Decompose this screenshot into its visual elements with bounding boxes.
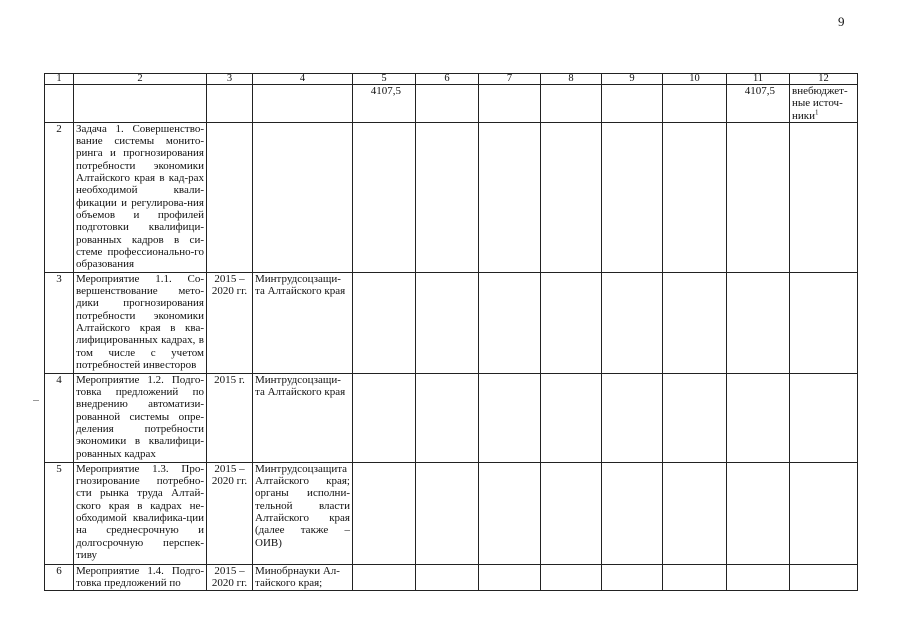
footnote-mark: 1 bbox=[815, 107, 819, 116]
empty-cell bbox=[790, 462, 858, 564]
task-cell: Мероприятие 1.4. Подго-товка предложений по bbox=[74, 564, 207, 590]
table-row bbox=[45, 272, 858, 373]
empty-cell bbox=[727, 373, 790, 462]
period-cell bbox=[207, 85, 253, 123]
empty-cell bbox=[541, 272, 602, 373]
header-cell: 10 bbox=[663, 74, 727, 85]
table-row bbox=[45, 85, 858, 123]
header-cell: 4 bbox=[253, 74, 353, 85]
row-number: 5 bbox=[45, 462, 74, 564]
executor-cell: Минтрудсоцзащита Алтайского края; органы исполни-тельной власти Алтайского края (далее также – ОИВ) bbox=[253, 462, 353, 564]
empty-cell bbox=[727, 272, 790, 373]
empty-cell bbox=[353, 564, 416, 590]
empty-cell bbox=[416, 373, 479, 462]
table-row bbox=[45, 373, 858, 462]
executor-cell: Минтрудсоцзащи-та Алтайского края bbox=[253, 272, 353, 373]
amount-cell: 4107,5 bbox=[727, 85, 790, 123]
page-number: 9 bbox=[838, 14, 845, 29]
empty-cell bbox=[790, 122, 858, 272]
empty-cell bbox=[479, 272, 541, 373]
header-cell: 1 bbox=[45, 74, 74, 85]
period-cell: 2015 – 2020 гг. bbox=[207, 462, 253, 564]
empty-cell bbox=[416, 122, 479, 272]
empty-cell bbox=[602, 462, 663, 564]
empty-cell bbox=[602, 85, 663, 123]
task-cell: Мероприятие 1.2. Подго-товка предложений по внедрению автоматизи-рованной системы опре-деления потребности экономики в квалифици-рованных кадрах bbox=[74, 373, 207, 462]
empty-cell bbox=[602, 373, 663, 462]
header-cell: 3 bbox=[207, 74, 253, 85]
empty-cell bbox=[790, 373, 858, 462]
row-number: 4 bbox=[45, 373, 74, 462]
task-cell bbox=[74, 85, 207, 123]
header-cell: 12 bbox=[790, 74, 858, 85]
table-row bbox=[45, 462, 858, 564]
empty-cell bbox=[416, 85, 479, 123]
header-cell: 11 bbox=[727, 74, 790, 85]
period-cell: 2015 – 2020 гг. bbox=[207, 564, 253, 590]
empty-cell bbox=[790, 564, 858, 590]
executor-cell bbox=[253, 85, 353, 123]
empty-cell bbox=[727, 462, 790, 564]
header-cell: 2 bbox=[74, 74, 207, 85]
source-text: внебюджет-ные источ-ники bbox=[792, 85, 848, 122]
empty-cell bbox=[541, 122, 602, 272]
amount-cell: 4107,5 bbox=[353, 85, 416, 123]
header-cell: 6 bbox=[416, 74, 479, 85]
empty-cell bbox=[353, 373, 416, 462]
empty-cell bbox=[479, 85, 541, 123]
table-row bbox=[45, 564, 858, 590]
empty-cell bbox=[541, 85, 602, 123]
empty-cell bbox=[602, 564, 663, 590]
source-cell bbox=[790, 85, 858, 123]
row-number bbox=[45, 85, 74, 123]
empty-cell bbox=[602, 122, 663, 272]
empty-cell bbox=[663, 122, 727, 272]
row-number: 2 bbox=[45, 122, 74, 272]
empty-cell bbox=[416, 564, 479, 590]
executor-cell: Минтрудсоцзащи-та Алтайского края bbox=[253, 373, 353, 462]
empty-cell bbox=[541, 462, 602, 564]
table-row bbox=[45, 122, 858, 272]
empty-cell bbox=[727, 122, 790, 272]
header-cell: 8 bbox=[541, 74, 602, 85]
empty-cell bbox=[353, 122, 416, 272]
period-cell bbox=[207, 122, 253, 272]
column-number-row bbox=[45, 74, 858, 85]
empty-cell bbox=[353, 462, 416, 564]
period-cell: 2015 – 2020 гг. bbox=[207, 272, 253, 373]
empty-cell bbox=[353, 272, 416, 373]
empty-cell bbox=[663, 373, 727, 462]
task-cell: Задача 1. Совершенство-вание системы монито-ринга и прогнозирования потребности экономики Алтайского края в кад-рах необходимой квали-фикации и регулирова-ния объемов и профилей подготовки квалифици-рованных кадров в си-стеме профессионально-го образования bbox=[74, 122, 207, 272]
empty-cell bbox=[541, 564, 602, 590]
empty-cell bbox=[479, 462, 541, 564]
task-cell: Мероприятие 1.3. Про-гнозирование потребно-сти рынка труда Алтай-ского края в кадрах не-обходимой квалифика-ции на среднесрочную и долгосрочную перспек-тиву bbox=[74, 462, 207, 564]
empty-cell bbox=[416, 462, 479, 564]
empty-cell bbox=[727, 564, 790, 590]
executor-cell: Минобрнауки Ал-тайского края; bbox=[253, 564, 353, 590]
header-cell: 7 bbox=[479, 74, 541, 85]
row-number: 6 bbox=[45, 564, 74, 590]
empty-cell bbox=[663, 85, 727, 123]
header-cell: 5 bbox=[353, 74, 416, 85]
task-cell: Мероприятие 1.1. Со-вершенствование мето-дики прогнозирования потребности экономики Алтайского края в ква-лифицированных кадрах, в том числе с учетом потребностей инвесторов bbox=[74, 272, 207, 373]
empty-cell bbox=[541, 373, 602, 462]
empty-cell bbox=[416, 272, 479, 373]
empty-cell bbox=[479, 373, 541, 462]
empty-cell bbox=[663, 462, 727, 564]
header-cell: 9 bbox=[602, 74, 663, 85]
empty-cell bbox=[479, 564, 541, 590]
empty-cell bbox=[479, 122, 541, 272]
executor-cell bbox=[253, 122, 353, 272]
row-number: 3 bbox=[45, 272, 74, 373]
empty-cell bbox=[663, 272, 727, 373]
program-table bbox=[44, 73, 858, 591]
period-cell: 2015 г. bbox=[207, 373, 253, 462]
empty-cell bbox=[663, 564, 727, 590]
empty-cell bbox=[602, 272, 663, 373]
scan-mark bbox=[33, 400, 39, 401]
empty-cell bbox=[790, 272, 858, 373]
